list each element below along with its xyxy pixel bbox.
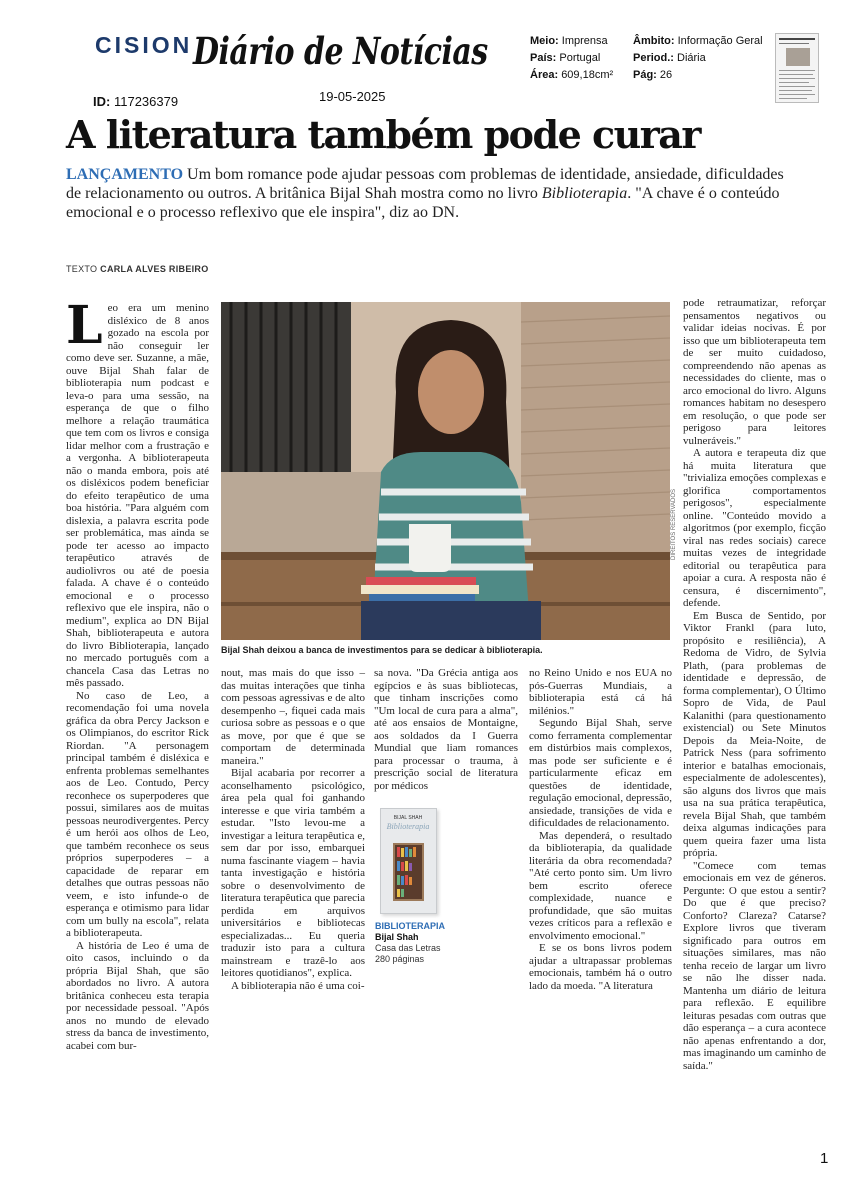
newspaper-masthead: Diário de Notícias xyxy=(193,30,488,74)
meta-left: Meio: Imprensa País: Portugal Área: 609,18cm² xyxy=(530,35,614,81)
article-column-3: sa nova. "Da Grécia antiga aos egípcios e às suas bibliotecas, que tinham inscrições como "Um local de cura para a alma", até aos ensaios de Montaigne, aos soldados da I Guerra Mundial que liam romances para processar o trauma, à prescrição social de literatura por médicos xyxy=(374,667,518,792)
meta-right: Âmbito: Informação Geral Period.: Diária Pág: 26 xyxy=(633,35,763,81)
photo-credit: DIREITOS RESERVADOS xyxy=(671,488,677,560)
book-cover-title: Biblioterapia xyxy=(386,822,430,831)
author-photo xyxy=(221,302,670,640)
article-column-2: nout, mas mais do que isso – das muitas interações que tinha com pessoas agressivas e de alto desempenho –, fiquei cada mais curiosa sobre as pessoas e o que as move, por que é que se comportam de determinada maneira." Bijal acabaria por recorrer a aconselhamento psicológico, área pela qual foi ganhando interesse e que viria também a estudar. "Isto levou-me a investigar a leitura terapêutica e, sem dar por isso, embarquei numa fascinante viagem – havia tanta investigação e história sobre o desenvolvimento de literatura terapêutica que parecia perdida em arquivos universitários e bibliotecas especializadas... Eu queria traduzir isto para a cultura mainstream e trazê-lo aos leitores quotidianos", explica. A biblioterapia não é uma coi- xyxy=(221,667,365,992)
byline: TEXTO CARLA ALVES RIBEIRO xyxy=(66,264,209,274)
dropcap: L xyxy=(66,295,103,356)
photo-caption: Bijal Shah deixou a banca de investimentos para se dedicar à biblioterapia. xyxy=(221,645,543,655)
book-info xyxy=(375,921,445,965)
article-column-5: pode retraumatizar, reforçar pensamentos negativos ou validar ideias nocivas. É por isso que um biblioterapeuta tem de ser muito cuidadoso, compreendendo não apenas as necessidades do cliente, mas o arco emocional do livro. Alguns romances habitam no desespero em resolução, o que pode ser perigoso para leitores vulneráveis." A autora e terapeuta diz que há muita literatura que "trivializa emoções complexas e glorifica comportamentos perigosos", especialmente online. "Conteúdo movido a algoritmos (por exemplo, ficção viral nas redes sociais) carece muitas vezes de integridade editorial ou terapêutica para apoiar a cura. A resposta não é censura, é discernimento", defende. Em Busca de Sentido, por Viktor Frankl (para luto, propósito e resiliência), A Redoma de Vidro, de Sylvia Plath, (para problemas de identidade e depressão, de forma complementar), O Último Sopro de Vida, de Paul Kalanithi (para questionamento existencial) ou Sete Minutos Depois da Meia-Noite, de Patrick Ness (para sofrimento interior e batalhas emocionais, especialmente de adolescentes), são alguns dos livros que mais usa na sua prática terapêutica, revela Bijal Shah, que também deixa algumas indicações para quem queira fazer uma lista própria. "Comece com temas emocionais em vez de géneros. Pergunte: O que estou a sentir? Do que é que preciso? Conforto? Clareza? Catarse? Explore livros que tiveram significado para outros em situações similares, mas não tenha receio de largar um livro se não lhe disser nada. Mantenha um diário de leitura para reflexão. E equilibre leituras pesadas com outras que dão esperança – a cura acontece não apenas enfrentando a dor, mas imaginando um caminho de saída." xyxy=(683,297,826,1072)
author-photo-illustration xyxy=(221,302,670,640)
lead-paragraph: LANÇAMENTO Um bom romance pode ajudar pessoas com problemas de identidade, ansiedade, dificuldades de relacionamento ou outros. A britânica Bijal Shah mostra como no livro Biblioterapia. "A chave é o conteúdo emocional e o processo reflexivo que ele inspira", diz ao DN. xyxy=(66,166,784,221)
article-column-1: Leo era um menino disléxico de 8 anos gozado na escola por não conseguir ler como deve ser. Suzanne, a mãe, ouve Bijal Shah falar de biblioterapia num podcast e leva-o para uma sessão, na esperança de que o filho melhore a relação traumática que tem com os livros e consiga lidar melhor com a frustração e a vergonha. A biblioterapeuta não o manda embora, pois até os disléxicos podem beneficiar do efeito terapêutico de uma boa história. "Para alguém com dislexia, a palavra escrita pode ser problemática, mas ainda se pode ter acesso ao impacto terapêutico através de audiolivros ou até de poesia falada. A chave é o conteúdo emocional e o processo reflexivo que ele inspira, não o medium", explica ao DN Bijal Shah, biblioterapeuta e autora do livro Biblioterapia, lançado no mercado português com a chancela Casa das Letras no mês passado. No caso de Leo, a recomendação foi uma novela gráfica da obra Percy Jackson e os Olimpianos, do escritor Rick Riordan. "A personagem principal também é disléxica e enfrenta problemas semelhantes aos de Leo. Contudo, Percy reconhece os superpoderes que possui, similares aos de muitas pessoas neurodivergentes. Percy é um herói aos olhos de Leo, que também reconhece os seus próprios superpoderes – a capacidade de reparar em detalhes que outras pessoas não veem, e isto infunde-o de esperança e otimismo para lidar com um bully na escola", relata a biblioterapeuta. A história de Leo é uma de oito casos, incluindo o da própria Bijal Shah, que são abordados no livro. A autora britânica conheceu esta terapia por necessidade pessoal. "Após anos no mundo de elevado stress da banca de investimento, acabei com bur- xyxy=(66,295,209,1052)
book-pages: 280 páginas xyxy=(375,954,425,964)
book-title: BIBLIOTERAPIA xyxy=(375,921,446,931)
page-number: 1 xyxy=(820,1150,829,1167)
book-cover-author: BIJAL SHAH xyxy=(393,815,423,821)
headline: A literatura também pode curar xyxy=(66,112,700,157)
clipping-date: 19-05-2025 xyxy=(319,89,386,104)
book-publisher: Casa das Letras xyxy=(375,943,441,953)
article-column-4: no Reino Unido e nos EUA no pós-Guerras Mundiais, a biblioterapia está cá há milénios." Segundo Bijal Shah, serve como ferramenta complementar em distúrbios mais complexos, mas pode ser suficiente e é particularmente eficaz em questões de identidade, regulação emocional, depressão, ansiedade, transições de vida e dificuldades de relacionamento. Mas dependerá, o resultado da biblioterapia, da qualidade literária da obra recomendada? "Até certo ponto sim. Um livro bem escrito oferece complexidade, nuance e profundidade, que são muitas vezes críticos para a reflexão e envolvimento emocional." E se os bons livros podem ajudar a ultrapassar problemas emocionais, também há o outro lado da moeda. "A literatura xyxy=(529,667,672,992)
book-author: Bijal Shah xyxy=(375,932,419,942)
clipping-id: ID: 117236379 xyxy=(93,94,179,109)
cision-logo: CISION xyxy=(95,32,193,58)
kicker: LANÇAMENTO xyxy=(66,166,184,183)
book-cover xyxy=(380,808,437,914)
page-thumbnail[interactable] xyxy=(775,33,819,103)
